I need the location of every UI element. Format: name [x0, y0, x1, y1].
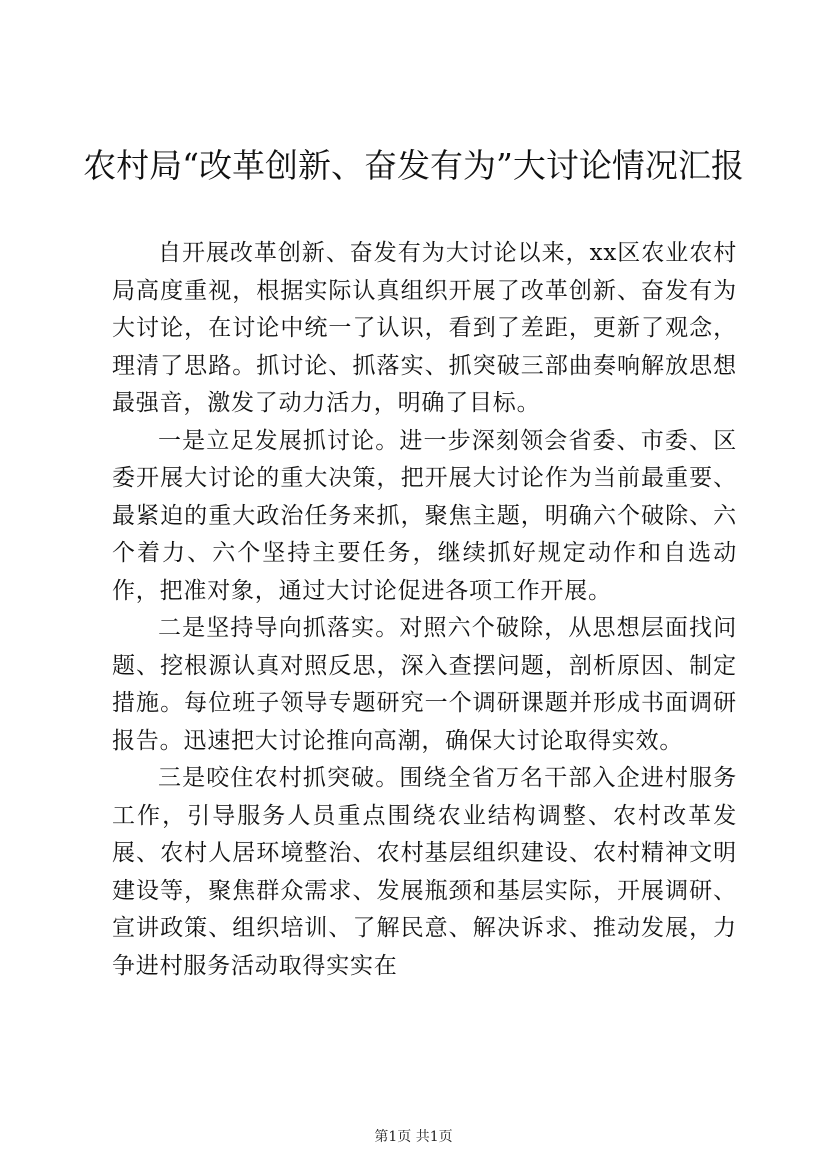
paragraph-discussion: 一是立足发展抓讨论。进一步深刻领会省委、市委、区委开展大讨论的重大决策，把开展大讨论作为当前最重要、最紧迫的重大政治任务来抓，聚焦主题，明确六个破除、六个着力、六个坚持主要任务，继续抓好规定动作和自选动作，把准对象，通过大讨论促进各项工作开展。 [112, 427, 737, 604]
page-footer: 第1页 共1页 [374, 1129, 453, 1145]
paragraph-breakthrough: 三是咬住农村抓突破。围绕全省万名干部入企进村服务工作，引导服务人员重点围绕农业结构调整、农村改革发展、农村人居环境整治、农村基层组织建设、农村精神文明建设等，聚焦群众需求、发展瓶颈和基层实际，开展调研、宣讲政策、组织培训、了解民意、解决诉求、推动发展，力争进村服务活动取得实实在 [112, 765, 737, 979]
paragraph-implementation: 二是坚持导向抓落实。对照六个破除，从思想层面找问题、挖根源认真对照反思，深入查摆问题，剖析原因、制定措施。每位班子领导专题研究一个调研课题并形成书面调研报告。迅速把大讨论推向高潮，确保大讨论取得实效。 [112, 615, 737, 754]
paragraph-intro: 自开展改革创新、奋发有为大讨论以来，xx区农业农村局高度重视，根据实际认真组织开展了改革创新、奋发有为大讨论，在讨论中统一了认识，看到了差距，更新了观念，理清了思路。抓讨论、抓落实、抓突破三部曲奏响解放思想最强音，激发了动力活力，明确了目标。 [112, 240, 737, 416]
document-title: 农村局“改革创新、奋发有为”大讨论情况汇报 [83, 146, 744, 185]
document-body [112, 235, 737, 985]
